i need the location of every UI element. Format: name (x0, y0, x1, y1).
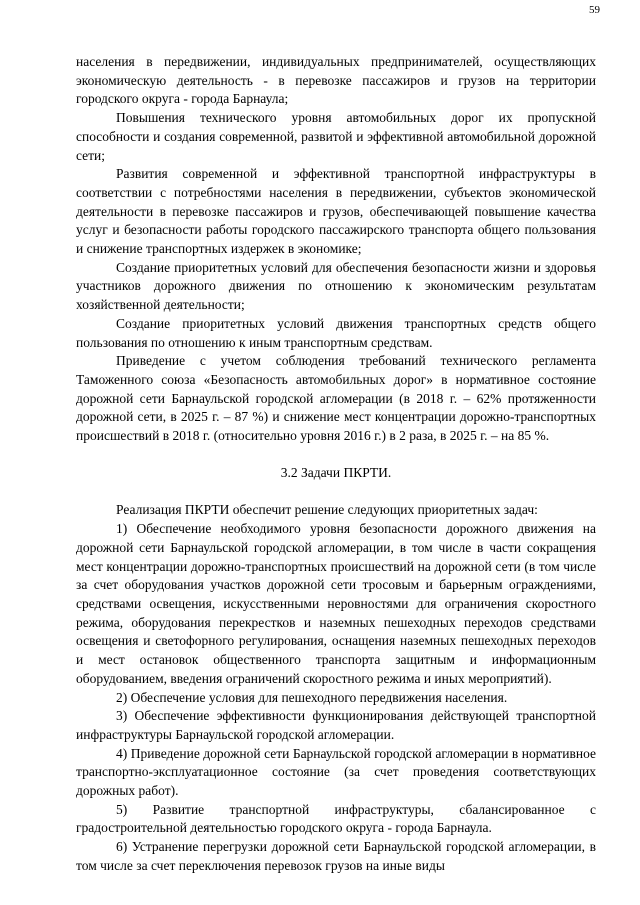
paragraph: Реализация ПКРТИ обеспечит решение следующих приоритетных задач: (116, 502, 538, 518)
paragraph: Развития современной и эффективной транспортной инфраструктуры в соответствии с потребностями населения в передвижении, субъектов экономической деятельности в перевозке пассажиров и грузов, обеспечивающей повышение качества услуг и безопасности работы городского пассажирского транспорта общего пользования и снижение транспортных издержек в экономике; (76, 166, 596, 257)
paragraph: Повышения технического уровня автомобильных дорог их пропускной способности и создания современной, развитой и эффективной автомобильной дорожной сети; (76, 110, 596, 163)
list-item: 5) Развитие транспортной инфраструктуры, сбалансированное с градостроительной деятельностью городского округа - города Барнаула. (76, 801, 596, 836)
page-number: 59 (589, 4, 600, 16)
list-item: 1) Обеспечение необходимого уровня безопасности дорожного движения на дорожной сети Барнаульской городской агломерации, в том числе в части сокращения мест концентрации дорожно-транспортных происшествий на дорожной сети (в том числе за счет оборудования участков дорожной сети тросовым и барьерным ограждениями, средствами освещения, искусственными неровностями для ограничения скоростного режима, оборудования перекрестков и наземных пешеходных переходов средствами освещения и светофорного регулирования, оснащения наземных пешеходных переходов и мест остановок общественного транспорта защитным и информационным оборудованием, введения ограничений скоростного режима и иных мероприятий). (76, 521, 596, 686)
document-body (76, 53, 596, 876)
paragraph: Создание приоритетных условий для обеспечения безопасности жизни и здоровья участников дорожного движения по отношению к экономическим результатам хозяйственной деятельности; (76, 259, 596, 313)
list-item: 3) Обеспечение эффективности функционирования действующей транспортной инфраструктуры Барнаульской городской агломерации. (76, 708, 596, 742)
paragraph: Приведение с учетом соблюдения требований технического регламента Таможенного союза «Безопасность автомобильных дорог» в нормативное состояние дорожной сети Барнаульской городской агломерации (в 2018 г. – 62% протяженности дорожной сети, в 2025 г. – 87 %) и снижение мест концентрации дорожно-транспортных происшествий в 2018 г. (относительно уровня 2016 г.) в 2 раза, в 2025 г. – на 85 %. (76, 353, 596, 444)
section-heading: 3.2 Задачи ПКРТИ. (280, 464, 392, 480)
list-item: 4) Приведение дорожной сети Барнаульской городской агломерации в нормативное транспортно-эксплуатационное состояние (за счет проведения соответствующих дорожных работ). (76, 745, 596, 799)
list-item: 6) Устранение перегрузки дорожной сети Барнаульской городской агломерации, в том числе за счет переключения перевозок грузов на иные виды (76, 839, 596, 873)
paragraph: населения в передвижении, индивидуальных предпринимателей, осуществляющих экономическую деятельность - в перевозке пассажиров и грузов на территории городского округа - города Барнаула; (76, 54, 596, 107)
list-item: 2) Обеспечение условия для пешеходного передвижения населения. (116, 689, 508, 705)
paragraph: Создание приоритетных условий движения транспортных средств общего пользования по отношению к иным транспортным средствам. (76, 315, 596, 350)
